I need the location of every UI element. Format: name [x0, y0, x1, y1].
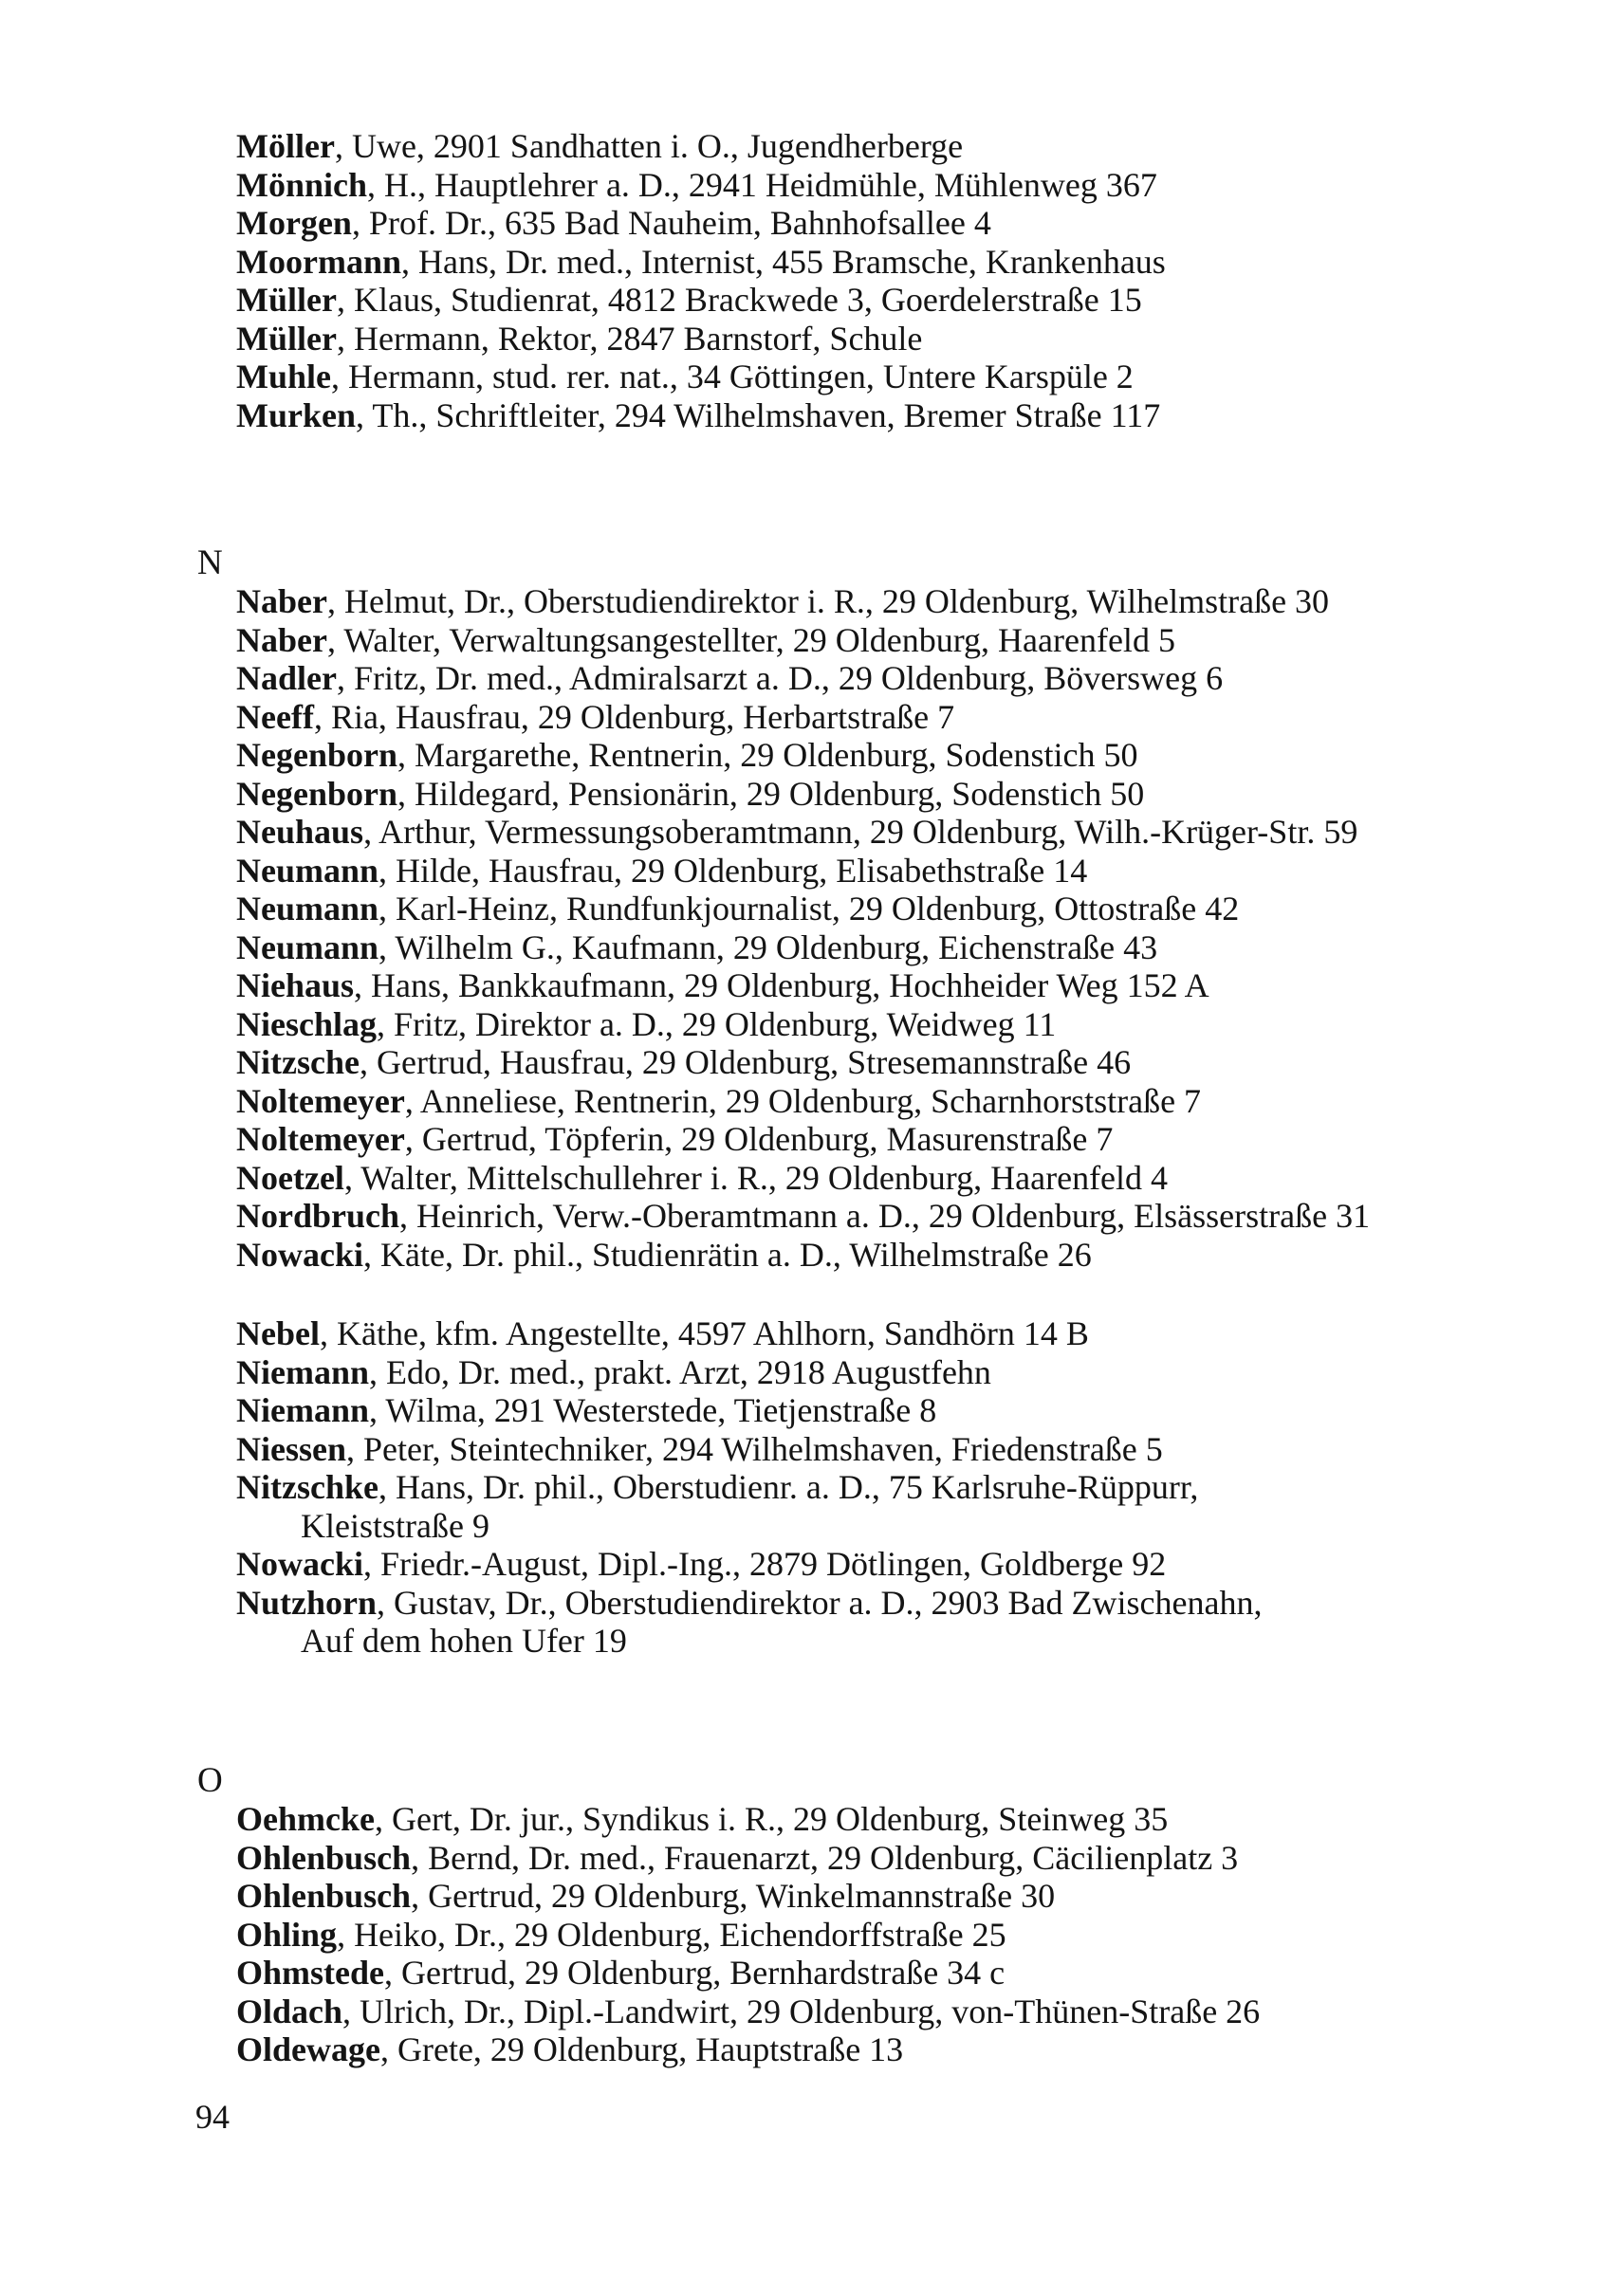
entry-details: , Wilhelm G., Kaufmann, 29 Oldenburg, Eichenstraße 43	[378, 928, 1158, 966]
entry-name: Mönnich	[236, 165, 368, 204]
entry-name: Ohlenbusch	[236, 1877, 412, 1915]
directory-entry	[236, 1005, 1469, 1044]
directory-entry	[236, 1353, 1469, 1392]
entry-details: , Hans, Dr. med., Internist, 455 Bramsche, Krankenhaus	[401, 242, 1166, 281]
directory-entry	[236, 281, 1469, 320]
entry-details: , Gustav, Dr., Oberstudiendirektor a. D., 2903 Bad Zwischenahn,	[377, 1583, 1263, 1622]
entry-name: Muhle	[236, 358, 332, 395]
directory-entry	[236, 1391, 1469, 1430]
directory-entry	[236, 1468, 1469, 1507]
entry-name: Ohling	[236, 1915, 338, 1954]
directory-entry	[236, 813, 1469, 852]
directory-entry	[236, 1043, 1469, 1082]
entry-name: Nebel	[236, 1314, 320, 1352]
entry-name: Moormann	[236, 242, 401, 281]
entry-name: Ohlenbusch	[236, 1838, 412, 1877]
entry-name: Müller	[236, 281, 337, 319]
directory-entry	[236, 621, 1469, 660]
entry-details: , Margarethe, Rentnerin, 29 Oldenburg, Sodenstich 50	[397, 736, 1138, 774]
directory-entry	[236, 1159, 1469, 1198]
entry-name: Neeff	[236, 697, 314, 736]
entry-details: , Helmut, Dr., Oberstudiendirektor i. R., 29 Oldenburg, Wilhelmstraße 30	[326, 582, 1330, 620]
entry-details: , Friedr.-August, Dipl.-Ing., 2879 Dötlingen, Goldberge 92	[363, 1545, 1167, 1583]
directory-entry	[236, 928, 1469, 967]
directory-entry	[236, 775, 1469, 814]
directory-entry	[236, 659, 1469, 698]
entry-details: , Heinrich, Verw.-Oberamtmann a. D., 29 Oldenburg, Elsässerstraße 31	[399, 1197, 1371, 1235]
entry-name: Noltemeyer	[236, 1120, 405, 1158]
entry-name: Niemann	[236, 1352, 370, 1391]
entry-name: Negenborn	[236, 736, 397, 774]
entry-name: Niessen	[236, 1429, 346, 1468]
entry-details: , Hildegard, Pensionärin, 29 Oldenburg, Sodenstich 50	[397, 774, 1145, 813]
entry-name: Naber	[236, 620, 327, 659]
entry-name: Nitzsche	[236, 1043, 360, 1081]
directory-entry	[236, 1877, 1469, 1916]
entry-name: Morgen	[236, 204, 352, 242]
entry-details: , Grete, 29 Oldenburg, Hauptstraße 13	[379, 2030, 904, 2068]
entry-name: Nowacki	[236, 1235, 363, 1274]
directory-entry	[236, 1839, 1469, 1878]
entry-details: , Th., Schriftleiter, 294 Wilhelmshaven, Bremer Straße 117	[356, 395, 1161, 434]
entry-details: , Peter, Steintechniker, 294 Wilhelmshaven, Friedenstraße 5	[346, 1429, 1163, 1468]
entry-name: Neuhaus	[236, 813, 364, 851]
entry-name: Neumann	[236, 928, 379, 966]
entry-details: , Fritz, Direktor a. D., 29 Oldenburg, Weidweg 11	[377, 1004, 1057, 1043]
directory-entry	[236, 1993, 1469, 2031]
entry-details: , Anneliese, Rentnerin, 29 Oldenburg, Scharnhorststraße 7	[404, 1081, 1202, 1120]
directory-entry	[236, 1082, 1469, 1121]
entry-name: Niemann	[236, 1391, 370, 1429]
entry-details: , H., Hauptlehrer a. D., 2941 Heidmühle, Mühlenweg 367	[367, 165, 1157, 204]
directory-entry	[236, 1120, 1469, 1159]
directory-entry	[236, 127, 1469, 166]
entry-name: Müller	[236, 319, 337, 358]
entry-name: Noltemeyer	[236, 1081, 405, 1120]
entry-name: Neumann	[236, 890, 379, 928]
directory-entry	[236, 1430, 1469, 1469]
entry-details: , Gertrud, Töpferin, 29 Oldenburg, Masurenstraße 7	[404, 1120, 1114, 1158]
directory-entry	[236, 1584, 1469, 1623]
entry-details: , Wilma, 291 Westerstede, Tietjenstraße 8	[369, 1391, 937, 1429]
entry-details: , Hans, Dr. phil., Oberstudienr. a. D., 75 Karlsruhe-Rüppurr,	[378, 1468, 1199, 1506]
entry-name: Nitzschke	[236, 1468, 378, 1506]
directory-entry	[236, 1314, 1469, 1353]
entry-details: , Gertrud, 29 Oldenburg, Bernhardstraße 34 c	[384, 1954, 1006, 1992]
entry-name: Noetzel	[236, 1158, 344, 1197]
entry-name: Neumann	[236, 851, 379, 890]
entry-details: , Käte, Dr. phil., Studienrätin a. D., Wilhelmstraße 26	[363, 1235, 1092, 1274]
o-entries-block	[236, 1800, 1469, 2069]
entry-details: , Uwe, 2901 Sandhatten i. O., Jugendherberge	[334, 127, 964, 165]
entry-name: Murken	[236, 395, 356, 434]
directory-entry	[236, 1954, 1469, 1993]
entry-details: , Käthe, kfm. Angestellte, 4597 Ahlhorn, Sandhörn 14 B	[319, 1314, 1089, 1352]
entry-details: , Hermann, Rektor, 2847 Barnstorf, Schule	[336, 319, 923, 358]
section-letter-o: O	[197, 1761, 223, 1800]
entry-details: , Ulrich, Dr., Dipl.-Landwirt, 29 Oldenburg, von-Thünen-Straße 26	[342, 1992, 1261, 2030]
directory-entry	[236, 852, 1469, 891]
entry-details: , Heiko, Dr., 29 Oldenburg, Eichendorffstraße 25	[337, 1915, 1006, 1954]
entry-name: Niehaus	[236, 966, 355, 1004]
entry-details: , Walter, Verwaltungsangestellter, 29 Oldenburg, Haarenfeld 5	[326, 620, 1175, 659]
entry-name: Nieschlag	[236, 1004, 377, 1043]
entry-name: Oehmcke	[236, 1800, 375, 1838]
entry-name: Ohmstede	[236, 1954, 384, 1992]
directory-entry	[236, 736, 1469, 775]
entry-name: Oldach	[236, 1992, 343, 2030]
directory-entry	[236, 698, 1469, 737]
entry-name: Naber	[236, 582, 327, 620]
entry-details: , Gertrud, Hausfrau, 29 Oldenburg, Stresemannstraße 46	[359, 1043, 1132, 1081]
entry-details: , Ria, Hausfrau, 29 Oldenburg, Herbartstraße 7	[313, 697, 955, 736]
entry-name: Oldewage	[236, 2030, 380, 2068]
entry-details: , Arthur, Vermessungsoberamtmann, 29 Oldenburg, Wilh.-Krüger-Str. 59	[363, 813, 1358, 851]
directory-entry	[236, 966, 1469, 1005]
directory-entry	[236, 1916, 1469, 1955]
directory-entry	[236, 1197, 1469, 1236]
directory-entry	[236, 204, 1469, 243]
entry-continuation: Kleiststraße 9	[301, 1506, 489, 1545]
directory-entry	[236, 358, 1469, 396]
entry-details: , Klaus, Studienrat, 4812 Brackwede 3, Goerdelerstraße 15	[336, 281, 1142, 319]
entry-details: , Hans, Bankkaufmann, 29 Oldenburg, Hochheider Weg 152 A	[354, 966, 1209, 1004]
n-entries-group-2	[236, 1314, 1469, 1661]
entry-details: , Edo, Dr. med., prakt. Arzt, 2918 Augustfehn	[369, 1352, 991, 1391]
entry-continuation: Auf dem hohen Ufer 19	[301, 1622, 627, 1660]
entry-details: , Gertrud, 29 Oldenburg, Winkelmannstraße 30	[411, 1877, 1056, 1915]
entry-name: Negenborn	[236, 774, 397, 813]
entry-details: , Bernd, Dr. med., Frauenarzt, 29 Oldenburg, Cäcilienplatz 3	[411, 1838, 1239, 1877]
directory-entry	[236, 890, 1469, 928]
n-entries-group-1	[236, 582, 1469, 1274]
entry-name: Nutzhorn	[236, 1583, 378, 1622]
entry-details: , Gert, Dr. jur., Syndikus i. R., 29 Oldenburg, Steinweg 35	[374, 1800, 1169, 1838]
directory-entry	[236, 1800, 1469, 1839]
section-letter-n: N	[197, 543, 223, 582]
entry-name: Nordbruch	[236, 1197, 400, 1235]
directory-entry	[236, 582, 1469, 621]
entry-details: , Karl-Heinz, Rundfunkjournalist, 29 Oldenburg, Ottostraße 42	[378, 890, 1240, 928]
entry-details: , Fritz, Dr. med., Admiralsarzt a. D., 29 Oldenburg, Böversweg 6	[336, 659, 1224, 697]
directory-entry	[236, 1545, 1469, 1584]
entry-name: Nowacki	[236, 1545, 363, 1583]
directory-entry	[236, 1236, 1469, 1275]
m-entries-block	[236, 127, 1469, 434]
entry-name: Nadler	[236, 659, 337, 697]
directory-entry	[236, 166, 1469, 205]
directory-entry	[236, 396, 1469, 435]
entry-details: , Walter, Mittelschullehrer i. R., 29 Oldenburg, Haarenfeld 4	[343, 1158, 1169, 1197]
entry-details: , Hilde, Hausfrau, 29 Oldenburg, Elisabethstraße 14	[378, 851, 1088, 890]
entry-details: , Prof. Dr., 635 Bad Nauheim, Bahnhofsallee 4	[351, 204, 991, 242]
directory-entry	[236, 2030, 1469, 2069]
directory-entry	[236, 243, 1469, 282]
page-number: 94	[195, 2098, 230, 2136]
directory-entry	[236, 320, 1469, 358]
entry-name: Möller	[236, 127, 335, 165]
entry-details: , Hermann, stud. rer. nat., 34 Göttingen, Untere Karspüle 2	[331, 358, 1134, 395]
